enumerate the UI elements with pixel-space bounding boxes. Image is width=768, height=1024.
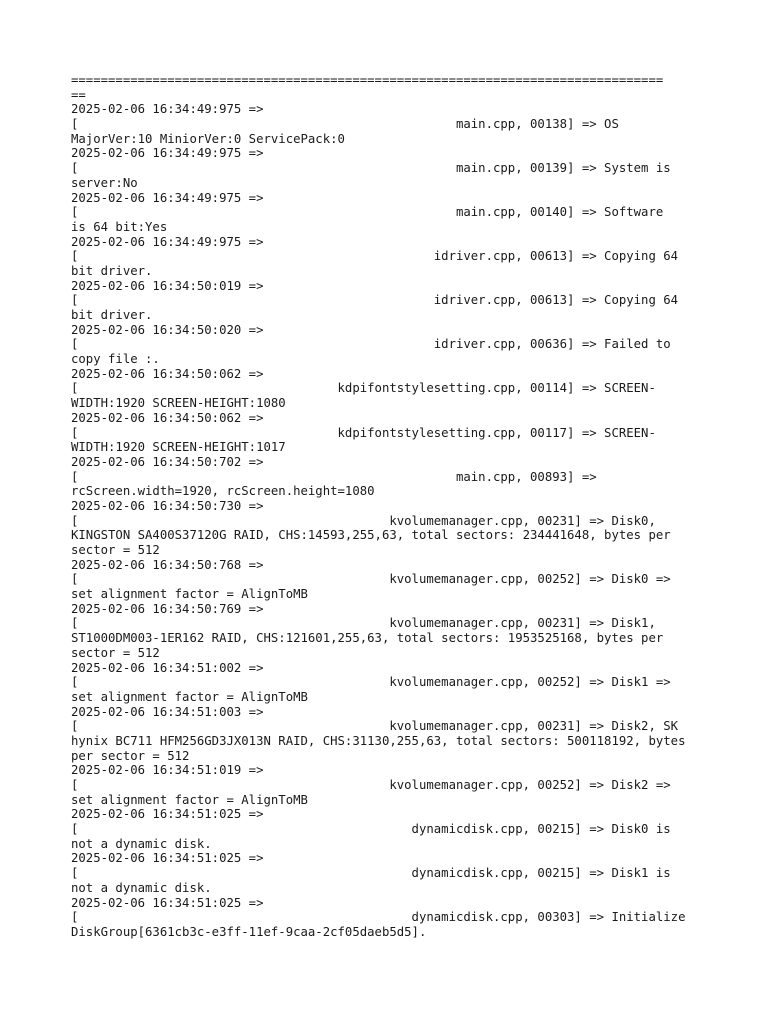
log-line: rcScreen.width=1920, rcScreen.height=1080 [71,484,375,499]
log-line: 2025-02-06 16:34:50:769 => [71,601,264,616]
log-line: [ dynamicdisk.cpp, 00215] => Disk0 is [71,822,671,837]
log-line: DiskGroup[6361cb3c-e3ff-11ef-9caa-2cf05daeb5d5]. [71,924,427,939]
log-line: 2025-02-06 16:34:51:025 => [71,895,264,910]
log-line: hynix BC711 HFM256GD3JX013N RAID, CHS:31130,255,63, total sectors: 500118192, bytes [71,733,686,748]
log-line: 2025-02-06 16:34:49:975 => [71,146,264,161]
log-line: sector = 512 [71,543,160,557]
log-line: [ dynamicdisk.cpp, 00303] => Initialize [71,910,686,925]
log-line: [ main.cpp, 00893] => [71,469,597,484]
log-line: 2025-02-06 16:34:50:702 => [71,454,264,469]
log-line: sector = 512 [71,645,160,660]
log-document [71,73,701,940]
log-line: 2025-02-06 16:34:50:020 => [71,322,264,337]
log-line: [ kvolumemanager.cpp, 00252] => Disk2 => [71,778,671,792]
log-line: [ main.cpp, 00140] => Software [71,205,664,220]
log-line: [ kvolumemanager.cpp, 00252] => Disk0 => [71,572,671,587]
log-line: set alignment factor = AlignToMB [71,689,308,704]
log-line: [ kvolumemanager.cpp, 00252] => Disk1 => [71,675,671,690]
log-line: 2025-02-06 16:34:49:975 => [71,190,264,205]
log-line: [ kvolumemanager.cpp, 00231] => Disk1, [71,616,656,631]
log-line: [ dynamicdisk.cpp, 00215] => Disk1 is [71,866,671,881]
log-line: 2025-02-06 16:34:49:975 => [71,102,264,117]
log-line: [ idriver.cpp, 00613] => Copying 64 [71,249,679,264]
log-line: [ main.cpp, 00139] => System is [71,161,671,176]
log-line: WIDTH:1920 SCREEN-HEIGHT:1017 [71,440,286,455]
log-line: 2025-02-06 16:34:51:002 => [71,660,264,675]
log-line: is 64 bit:Yes [71,219,168,234]
log-line: KINGSTON SA400S37120G RAID, CHS:14593,255,63, total sectors: 234441648, bytes per [71,528,671,543]
log-line: not a dynamic disk. [71,836,212,851]
log-line: bit driver. [71,263,153,278]
log-line: [ kdpifontstylesetting.cpp, 00114] => SCREEN- [71,381,656,396]
log-line: 2025-02-06 16:34:51:019 => [71,763,264,778]
log-line: [ kvolumemanager.cpp, 00231] => Disk2, SK [71,719,679,734]
log-line: [ kvolumemanager.cpp, 00231] => Disk0, [71,513,656,528]
log-line: 2025-02-06 16:34:51:025 => [71,851,264,866]
log-line: ST1000DM003-1ER162 RAID, CHS:121601,255,63, total sectors: 1953525168, bytes per [71,631,664,646]
log-line: server:No [71,175,138,190]
log-line: MajorVer:10 MiniorVer:0 ServicePack:0 [71,131,345,146]
log-line: [ kdpifontstylesetting.cpp, 00117] => SCREEN- [71,425,656,440]
log-line: 2025-02-06 16:34:50:019 => [71,278,264,293]
log-line: 2025-02-06 16:34:49:975 => [71,234,264,249]
log-line: [ idriver.cpp, 00636] => Failed to [71,337,671,352]
log-line: 2025-02-06 16:34:50:062 => [71,410,264,425]
log-line: 2025-02-06 16:34:50:062 => [71,366,264,381]
log-line: 2025-02-06 16:34:50:768 => [71,557,264,572]
log-line: copy file :. [71,352,160,367]
log-line: == [71,87,86,102]
log-line: set alignment factor = AlignToMB [71,792,308,807]
log-line: per sector = 512 [71,748,190,763]
log-line: bit driver. [71,308,153,322]
log-line: WIDTH:1920 SCREEN-HEIGHT:1080 [71,396,286,411]
log-line: [ main.cpp, 00138] => OS [71,117,619,132]
log-line: 2025-02-06 16:34:50:730 => [71,498,264,513]
log-line: ================================================================================ [71,73,664,87]
log-line: not a dynamic disk. [71,880,212,895]
log-line: set alignment factor = AlignToMB [71,587,308,602]
log-line: 2025-02-06 16:34:51:025 => [71,807,264,822]
log-line: [ idriver.cpp, 00613] => Copying 64 [71,293,679,308]
log-line: 2025-02-06 16:34:51:003 => [71,704,264,719]
